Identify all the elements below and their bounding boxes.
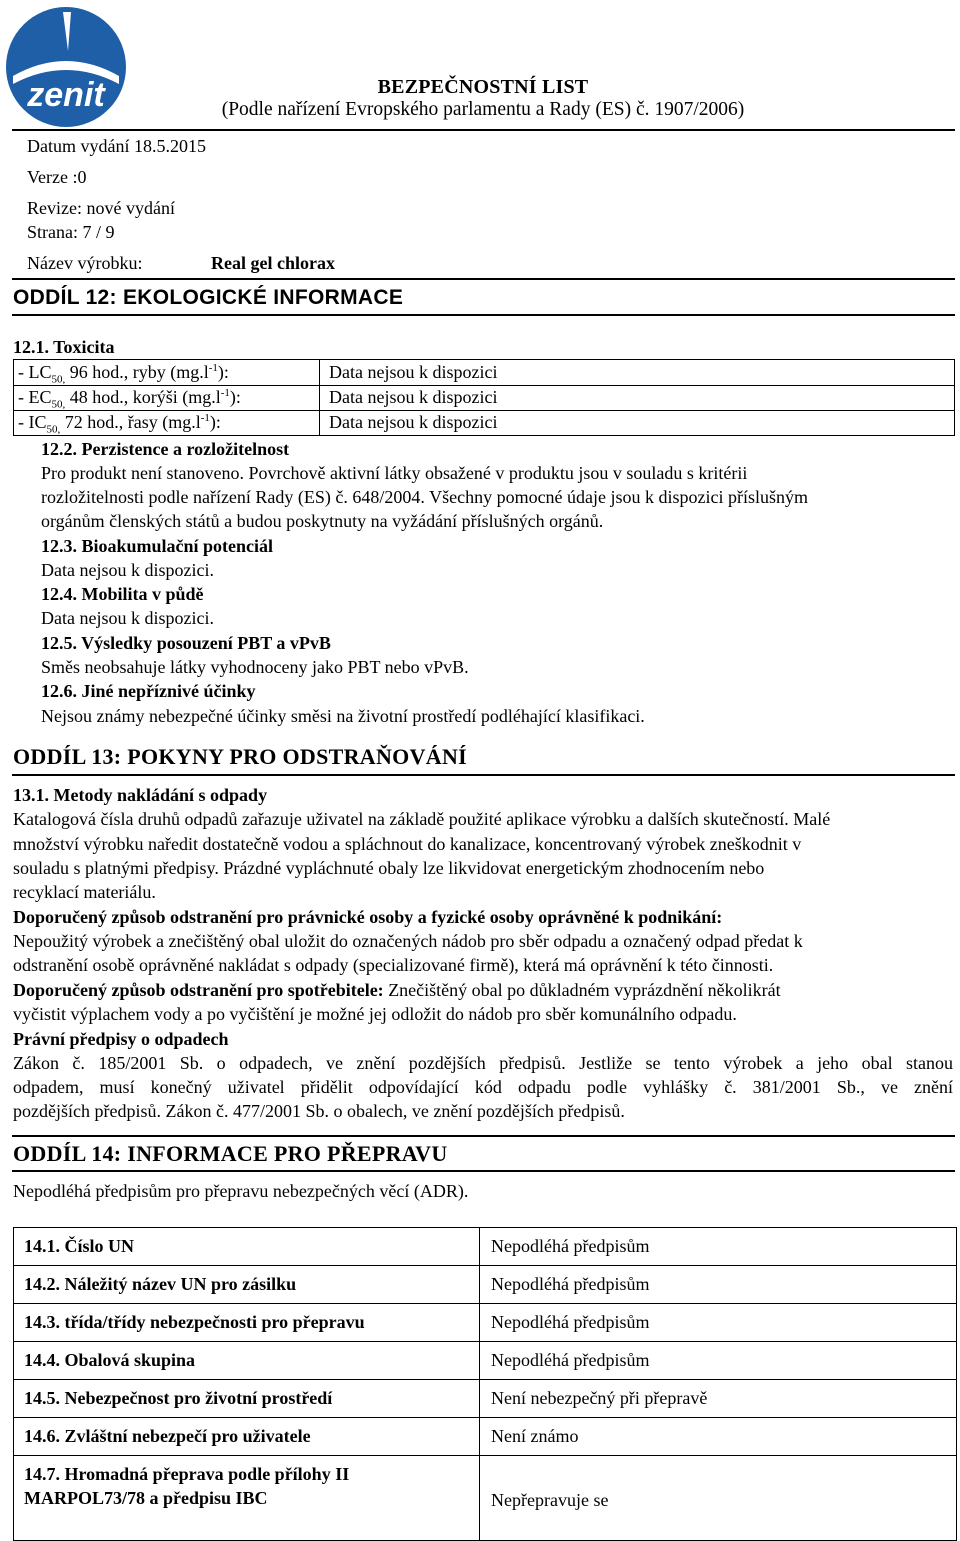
zenit-logo	[5, 6, 127, 128]
product-label: Název výrobku:	[27, 253, 143, 273]
pbt-text: Směs neobsahuje látky vyhodnoceny jako PBT nebo vPvB.	[41, 657, 469, 677]
transport-row	[14, 1266, 956, 1304]
transport-value: Není nebezpečný při přepravě	[491, 1388, 708, 1408]
waste-methods-line: souladu s platnými předpisy. Prázdné vypláchnuté obaly lze likvidovat energetickým zhodnocením nebo	[13, 858, 765, 878]
issue-date: Datum vydání 18.5.2015	[27, 136, 206, 156]
law-line: odpadem, musí konečný uživatel přidělit odpovídající kód odpadu podle vyhlášky č. 381/2001 Sb., ve znění	[13, 1077, 953, 1097]
document-subtitle: (Podle nařízení Evropského parlamentu a Rady (ES) č. 1907/2006)	[221, 99, 745, 120]
toxicity-value: Data nejsou k dispozici	[329, 387, 498, 407]
consumers-line: Doporučený způsob odstranění pro spotřebitele: Znečištěný obal po důkladném vyprázdnění několikrát	[13, 980, 781, 1000]
logo-text: zenit	[27, 76, 105, 114]
toxicity-value: Data nejsou k dispozici	[329, 362, 498, 382]
transport-value: Nepřepravuje se	[491, 1490, 609, 1510]
waste-methods-line: recyklací materiálu.	[13, 882, 156, 902]
section-12-title: ODDÍL 12: EKOLOGICKÉ INFORMACE	[13, 286, 404, 309]
page-number: Strana: 7 / 9	[27, 222, 115, 242]
transport-row	[14, 1418, 956, 1456]
legal-persons-line: Nepoužitý výrobek a znečištěný obal uložit do označených nádob pro sběr odpadu a označený odpad předat k	[13, 931, 803, 951]
header-title-block	[183, 76, 783, 121]
transport-intro: Nepodléhá předpisům pro přepravu nebezpečných věcí (ADR).	[13, 1181, 469, 1201]
transport-label: 14.2. Náležitý název UN pro zásilku	[24, 1274, 297, 1294]
document-title: BEZPEČNOSTNÍ LIST	[377, 76, 589, 98]
law-line: pozdějších předpisů. Zákon č. 477/2001 Sb. o obalech, ve znění pozdějších předpisů.	[13, 1101, 625, 1121]
transport-value: Nepodléhá předpisům	[491, 1274, 650, 1294]
section-13-title: ODDÍL 13: POKYNY PRO ODSTRAŇOVÁNÍ	[13, 744, 467, 769]
toxicity-row: - $IC_{50,}$ 72 hod., řasy $(mg.l^{-1})$: Data nejsou k dispozici	[18, 412, 498, 436]
transport-row	[14, 1228, 956, 1266]
persistence-line: orgánům členských států a budou poskytnuty na vyžádání příslušných orgánů.	[41, 511, 604, 531]
section-14-title: ODDÍL 14: INFORMACE PRO PŘEPRAVU	[13, 1141, 448, 1166]
bioaccumulation-heading: 12.3. Bioakumulační potenciál	[41, 536, 274, 556]
product-name: Real gel chlorax	[211, 253, 335, 273]
transport-row	[14, 1342, 956, 1380]
transport-label: 14.5. Nebezpečnost pro životní prostředí	[24, 1388, 333, 1408]
toxicity-table	[13, 359, 955, 436]
revision: Revize: nové vydání	[27, 198, 175, 218]
mobility-heading: 12.4. Mobilita v půdě	[41, 584, 204, 604]
transport-value: Není známo	[491, 1426, 579, 1446]
persistence-heading: 12.2. Perzistence a rozložitelnost	[41, 439, 290, 459]
toxicity-row: - $EC_{50,}$ 48 hod., korýši $(mg.l^{-1})$: Data nejsou k dispozici	[14, 385, 954, 411]
other-effects-heading: 12.6. Jiné nepříznivé účinky	[41, 681, 256, 701]
mobility-text: Data nejsou k dispozici.	[41, 608, 214, 628]
transport-row	[14, 1456, 956, 1540]
waste-methods-line: množství výrobku naředit dostatečně vodou a spláchnout do kanalizace, koncentrovaný výrobek zneškodnit v	[13, 834, 802, 854]
law-line: Zákon č. 185/2001 Sb. o odpadech, ve znění pozdějších předpisů. Jestliže se tento výrobek a jeho obal stanou	[13, 1053, 953, 1073]
persistence-line: Pro produkt není stanoveno. Povrchově aktivní látky obsažené v produktu jsou v souladu s kritérii	[41, 463, 748, 483]
transport-label: 14.3. třída/třídy nebezpečnosti pro přepravu	[24, 1312, 365, 1332]
transport-value: Nepodléhá předpisům	[491, 1312, 650, 1332]
transport-table	[13, 1227, 957, 1541]
legal-persons-heading: Doporučený způsob odstranění pro právnické osoby a fyzické osoby oprávněné k podnikání:	[13, 907, 723, 927]
toxicity-value: Data nejsou k dispozici	[329, 412, 498, 432]
toxicity-row: - $LC_{50,}$ 96 hod., ryby $(mg.l^{-1})$: Data nejsou k dispozici	[14, 360, 954, 386]
persistence-line: rozložitelnosti podle nařízení Rady (ES) č. 648/2004. Všechny pomocné údaje jsou k dispozici příslušným	[41, 487, 809, 507]
legal-persons-line: odstranění osobě oprávněné nakládat s odpady (specializované firmě), která má oprávnění k této činnosti.	[13, 955, 774, 975]
transport-label: 14.6. Zvláštní nebezpečí pro uživatele	[24, 1426, 311, 1446]
transport-row	[14, 1380, 956, 1418]
waste-methods-line: Katalogová čísla druhů odpadů zařazuje uživatel na základě použité aplikace výrobku a dalších skutečností. Malé	[13, 809, 831, 829]
transport-label: 14.1. Číslo UN	[24, 1236, 135, 1256]
pbt-heading: 12.5. Výsledky posouzení PBT a vPvB	[41, 633, 331, 653]
transport-value: Nepodléhá předpisům	[491, 1236, 650, 1256]
toxicity-heading: 12.1. Toxicita	[13, 337, 115, 357]
transport-value: Nepodléhá předpisům	[491, 1350, 650, 1370]
version: Verze :0	[27, 167, 87, 187]
bioaccumulation-text: Data nejsou k dispozici.	[41, 560, 214, 580]
waste-methods-heading: 13.1. Metody nakládání s odpady	[13, 785, 268, 805]
consumers-heading: Doporučený způsob odstranění pro spotřebitele:	[13, 980, 384, 1000]
other-effects-text: Nejsou známy nebezpečné účinky směsi na životní prostředí podléhající klasifikaci.	[41, 706, 645, 726]
transport-label: 14.4. Obalová skupina	[24, 1350, 196, 1370]
transport-label: 14.7. Hromadná přeprava podle přílohy II MARPOL73/78 a předpisu IBC	[24, 1464, 350, 1508]
transport-row	[14, 1304, 956, 1342]
law-heading: Právní předpisy o odpadech	[13, 1029, 229, 1049]
consumers-line: vyčistit výplachem vody a po vyčištění je možné jej odložit do nádob pro sběr komunálního odpadu.	[13, 1004, 737, 1024]
